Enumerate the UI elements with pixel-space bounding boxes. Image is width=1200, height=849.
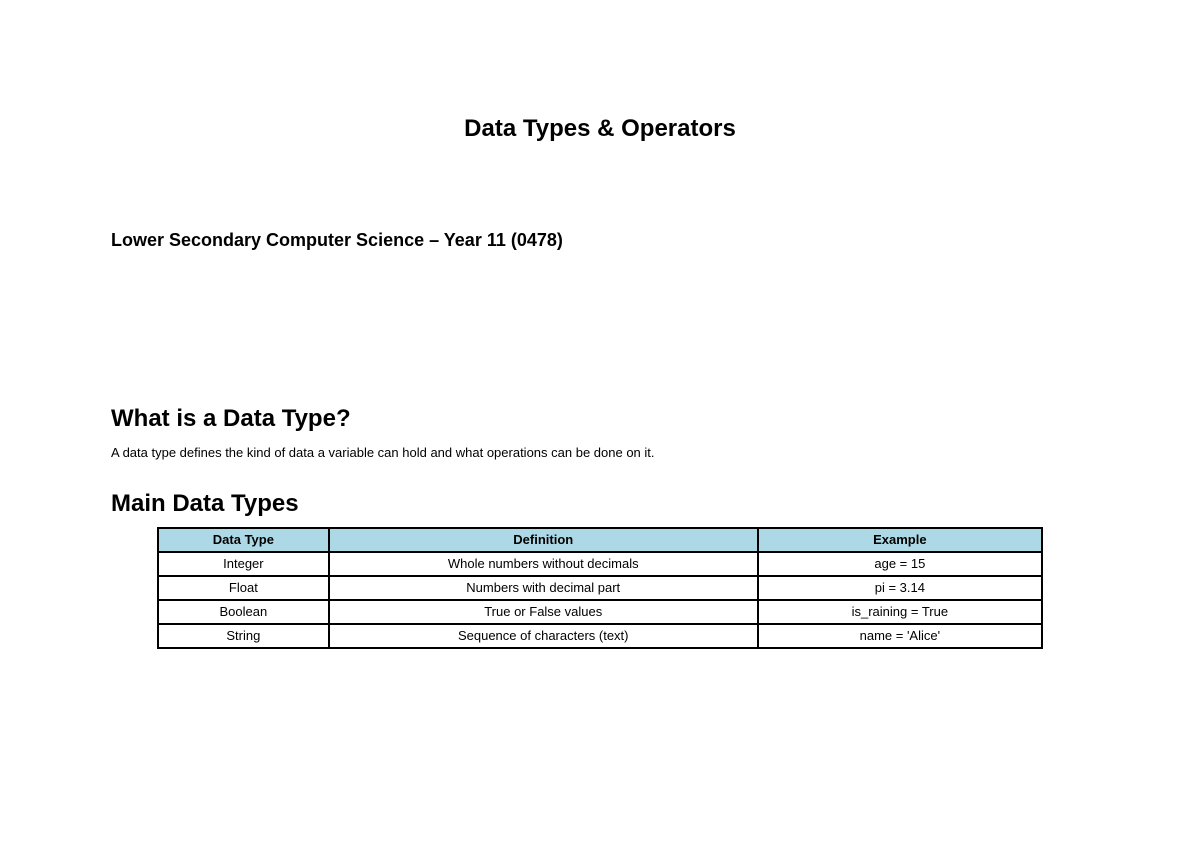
cell-example: is_raining = True: [758, 600, 1042, 624]
column-header-definition: Definition: [329, 528, 758, 552]
table-row: [158, 624, 1042, 648]
column-header-data-type: Data Type: [158, 528, 329, 552]
cell-definition: Sequence of characters (text): [329, 624, 758, 648]
cell-example: name = 'Alice': [758, 624, 1042, 648]
cell-example: pi = 3.14: [758, 576, 1042, 600]
cell-definition: Whole numbers without decimals: [329, 552, 758, 576]
cell-definition: Numbers with decimal part: [329, 576, 758, 600]
document-title: Data Types & Operators: [464, 115, 736, 142]
section-heading-what-is-data-type: What is a Data Type?: [111, 405, 351, 432]
cell-example: age = 15: [758, 552, 1042, 576]
document-subtitle: Lower Secondary Computer Science – Year 11 (0478): [111, 230, 563, 250]
table-header-row: [158, 528, 1042, 552]
table-row: [158, 576, 1042, 600]
cell-data-type: String: [158, 624, 329, 648]
column-header-example: Example: [758, 528, 1042, 552]
section-heading-main-data-types: Main Data Types: [111, 490, 299, 517]
table-row: [158, 600, 1042, 624]
cell-data-type: Integer: [158, 552, 329, 576]
table-row: [158, 552, 1042, 576]
cell-data-type: Boolean: [158, 600, 329, 624]
cell-data-type: Float: [158, 576, 329, 600]
data-types-table: [157, 527, 1043, 649]
cell-definition: True or False values: [329, 600, 758, 624]
section-body-what-is-data-type: A data type defines the kind of data a variable can hold and what operations can be done on it.: [111, 445, 655, 460]
